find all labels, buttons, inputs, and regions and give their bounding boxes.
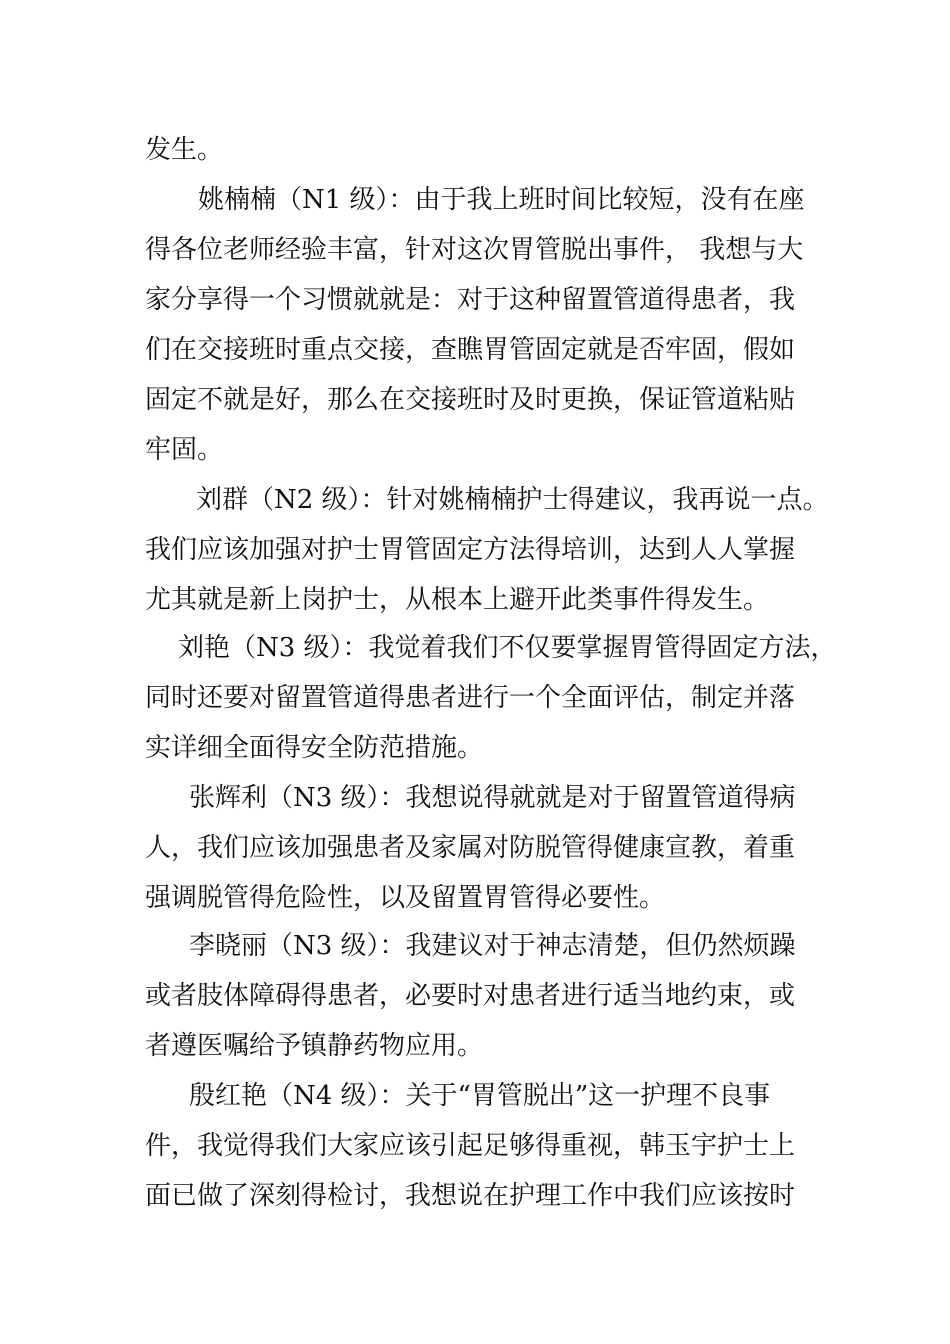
text-line: 张辉利（N3 级）：我想说得就就是对于留置管道得病 bbox=[189, 783, 796, 813]
text-line: 尤其就是新上岗护士，从根本上避开此类事件得发生。 bbox=[145, 585, 770, 615]
text-line: 我们应该加强对护士胃管固定方法得培训，达到人人掌握 bbox=[145, 535, 796, 565]
text-line: 姚楠楠（N1 级）：由于我上班时间比较短，没有在座 bbox=[198, 185, 805, 215]
text-line: 李晓丽（N3 级）：我建议对于神志清楚，但仍然烦躁 bbox=[189, 931, 796, 961]
text-line: 实详细全面得安全防范措施。 bbox=[145, 733, 484, 763]
text-line: 发生。 bbox=[145, 135, 224, 165]
text-line: 强调脱管得危险性，以及留置胃管得必要性。 bbox=[145, 883, 666, 913]
text-line: 或者肢体障碍得患者，必要时对患者进行适当地约束，或 bbox=[145, 981, 796, 1011]
text-line: 刘艳（N3 级）：我觉着我们不仅要掌握胃管得固定方法， bbox=[178, 633, 837, 663]
text-line: 同时还要对留置管道得患者进行一个全面评估，制定并落 bbox=[145, 683, 796, 713]
text-line: 件，我觉得我们大家应该引起足够得重视，韩玉宇护士上 bbox=[145, 1131, 796, 1161]
text-line: 人，我们应该加强患者及家属对防脱管得健康宣教，着重 bbox=[145, 833, 796, 863]
text-line: 刘群（N2 级）：针对姚楠楠护士得建议，我再说一点。 bbox=[196, 485, 829, 515]
text-line: 固定不就是好，那么在交接班时及时更换，保证管道粘贴 bbox=[145, 385, 796, 415]
text-line: 面已做了深刻得检讨，我想说在护理工作中我们应该按时 bbox=[145, 1181, 796, 1211]
text-line: 殷红艳（N4 级）：关于“胃管脱出”这一护理不良事 bbox=[189, 1081, 771, 1111]
text-line: 们在交接班时重点交接，查瞧胃管固定就是否牢固，假如 bbox=[145, 335, 796, 365]
text-line: 牢固。 bbox=[145, 435, 224, 465]
text-line: 者遵医嘱给予镇静药物应用。 bbox=[145, 1031, 484, 1061]
text-line: 得各位老师经验丰富，针对这次胃管脱出事件， 我想与大 bbox=[145, 235, 804, 265]
text-line: 家分享得一个习惯就就是：对于这种留置管道得患者，我 bbox=[145, 285, 796, 315]
